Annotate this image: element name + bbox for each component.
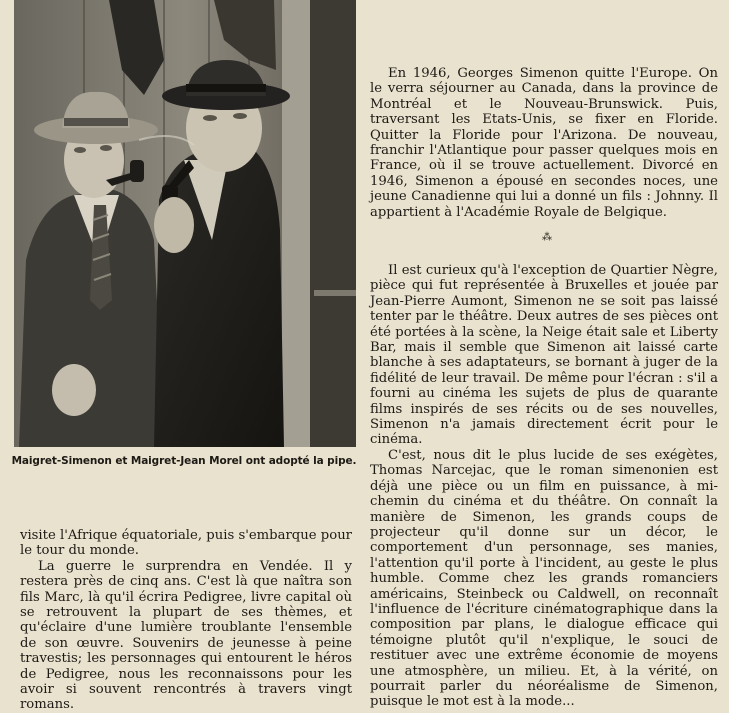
article-column-right-bottom: [370, 263, 718, 710]
article-column-right-top: [370, 66, 718, 220]
paragraph: visite l'Afrique équatoriale, puis s'embarque pour le tour du monde.: [20, 528, 352, 559]
paragraph: En 1946, Georges Simenon quitte l'Europe. On le verra séjourner au Canada, dans la province de Montréal et le Nouveau-Brunswick. Puis, traversant les Etats-Unis, se fixer en Floride. Quitter la Floride pour l'Arizona. De nouveau, franchir l'Atlantique pour passer quelques mois en France, où il se trouve actuellement. Divorcé en 1946, Simenon a épousé en secondes noces, une jeune Canadienne qui lui a donné un fils : Johnny. Il appartient à l'Académie Royale de Belgique.: [370, 66, 718, 220]
article-column-left: [20, 528, 352, 713]
asterism-separator: ⁂: [542, 232, 552, 243]
photo-caption: Maigret-Simenon et Maigret-Jean Morel ont adopté la pipe.: [11, 455, 357, 467]
paragraph: Il est curieux qu'à l'exception de Quartier Nègre, pièce qui fut représentée à Bruxelles et jouée par Jean-Pierre Aumont, Simenon ne se soit pas laissé tenter par le théâtre. Deux autres de ses pièces ont été portées à la scène, la Neige était sale et Liberty Bar, mais il semble que Simenon ait laissé carte blanche à ses adaptateurs, se bornant à juger de la fidélité de leur travail. De même pour l'écran : s'il a fourni au cinéma les sujets de plus de quarante films inspirés de ses récits ou de ses nouvelles, Simenon n'a jamais directement écrit pour le cinéma.: [370, 263, 718, 448]
paragraph: La guerre le surprendra en Vendée. Il y restera près de cinq ans. C'est là que naîtra son fils Marc, là qu'il écrira Pedigree, livre capital où se retrouvent la plupart de ses thèmes, et qu'éclaire d'une lumière troublante l'ensemble de son œuvre. Souvenirs de jeunesse à peine travestis; les personnages qui entourent le héros de Pedigree, nous les reconnaissons pour les avoir si souvent rencontrés à travers vingt romans.: [20, 558, 352, 713]
paragraph: C'est, nous dit le plus lucide de ses exégètes, Thomas Narcejac, que le roman simenonien est déjà une pièce ou un film en puissance, à mi-chemin du cinéma et du théâtre. On connaît la manière de Simenon, les grands coups de projecteur qu'il donne sur un décor, le comportement d'un personnage, ses manies, l'attention qu'il porte à l'incident, au geste le plus humble. Comme chez les grands romanciers américains, Steinbeck ou Caldwell, on reconnaît l'influence de l'écriture cinématographique dans la composition par plans, le dialogue efficace qui témoigne plutôt qu'il n'explique, le souci de restituer avec une extrême économie de moyens une atmosphère, un milieu. Et, à la vérité, on pourrait parler du néoréalisme de Simenon, puisque le mot est à la mode...: [370, 447, 718, 710]
photograph-two-men-with-pipes: [14, 0, 356, 447]
